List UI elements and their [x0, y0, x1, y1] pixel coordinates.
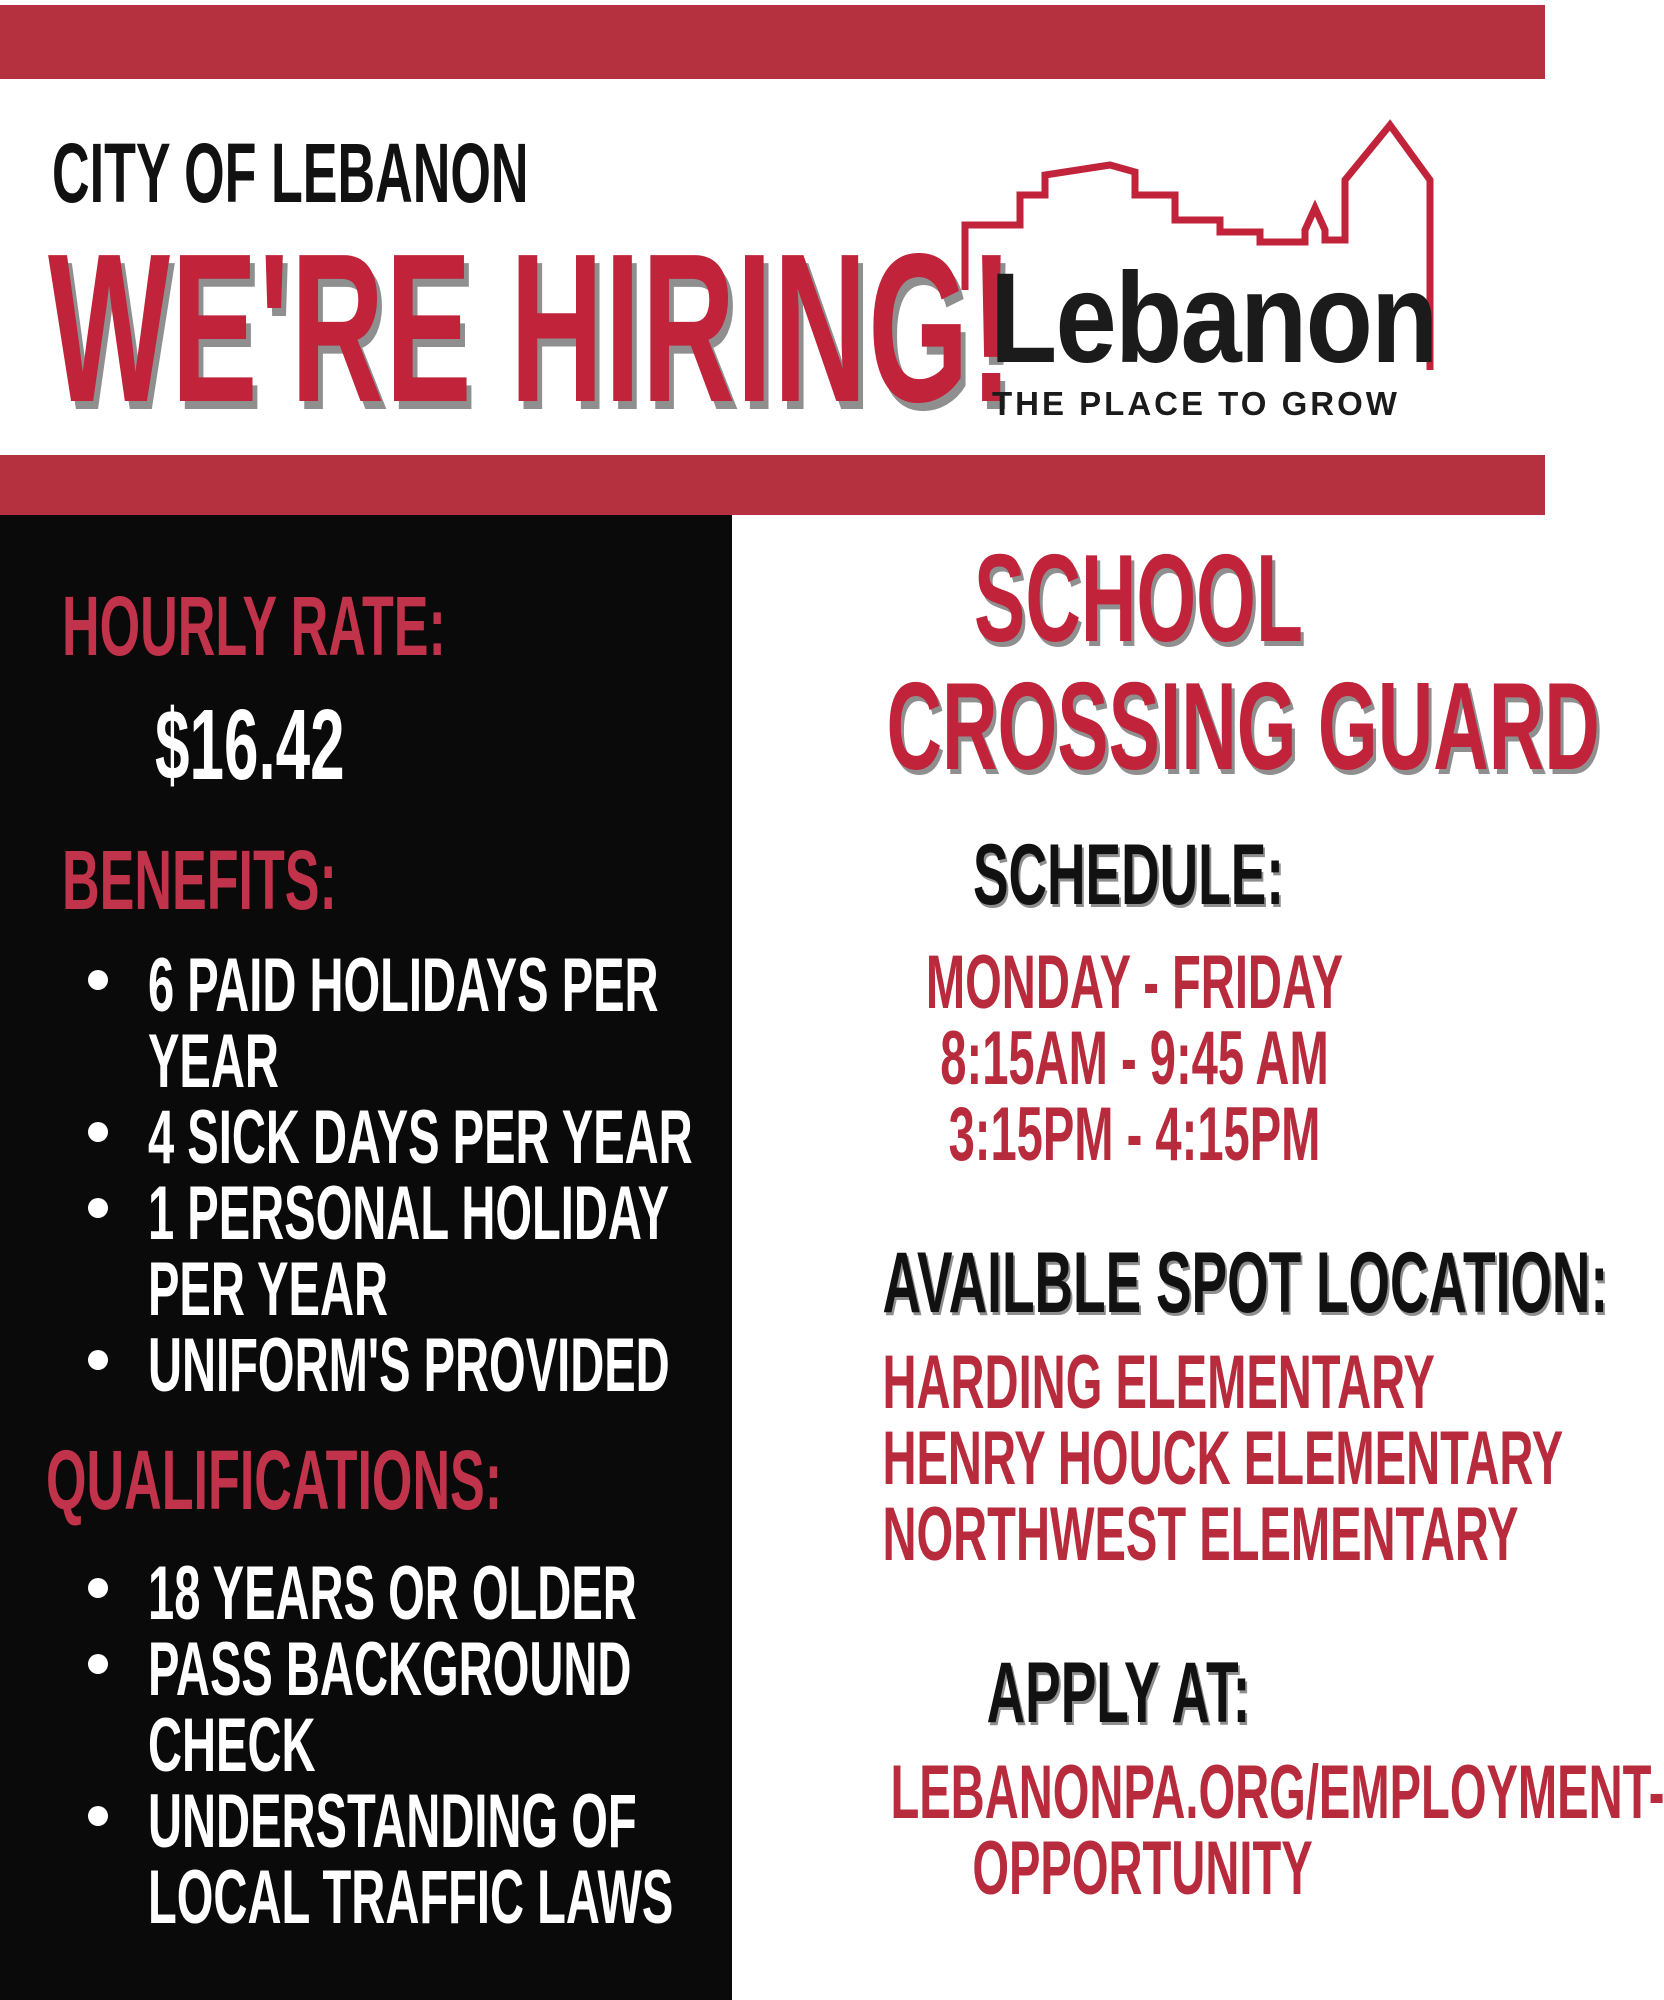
hiring-headline: WE'RE HIRING!	[48, 209, 1015, 446]
schedule-heading	[722, 827, 1535, 923]
benefit-item-continued: YEAR	[148, 1019, 279, 1104]
qualifications-label: QUALIFICATIONS:	[46, 1433, 503, 1527]
job-title	[732, 530, 1600, 796]
apply-url-line[interactable]: LEBANONPA.ORG/EMPLOYMENT-	[890, 1750, 1664, 1835]
top-red-band	[0, 5, 1545, 79]
apply-heading	[712, 1645, 1525, 1741]
apply-link[interactable]	[736, 1750, 1664, 1911]
benefit-item: 4 SICK DAYS PER YEAR	[148, 1095, 693, 1180]
job-title-line: SCHOOL	[974, 530, 1303, 668]
schedule-label: SCHEDULE:	[972, 827, 1285, 923]
bullet-icon	[88, 970, 108, 990]
benefit-item: 1 PERSONAL HOLIDAY	[148, 1171, 670, 1256]
schedule-line: MONDAY - FRIDAY	[925, 940, 1344, 1025]
schedule-line: 3:15PM - 4:15PM	[948, 1092, 1321, 1177]
location-line: NORTHWEST ELEMENTARY	[882, 1492, 1519, 1577]
location-line: HENRY HOUCK ELEMENTARY	[882, 1416, 1564, 1501]
bullet-icon	[88, 1806, 108, 1826]
locations-list	[728, 1340, 1564, 1577]
job-title-line: CROSSING GUARD	[886, 658, 1600, 796]
qualification-item-continued: LOCAL TRAFFIC LAWS	[148, 1855, 674, 1940]
logo-wordmark: Lebanon	[990, 247, 1437, 390]
hourly-rate-label: HOURLY RATE:	[62, 579, 446, 673]
bullet-icon	[88, 1654, 108, 1674]
benefit-item: UNIFORM'S PROVIDED	[148, 1323, 670, 1408]
benefit-item: 6 PAID HOLIDAYS PER	[148, 943, 659, 1028]
logo-tagline: THE PLACE TO GROW	[992, 385, 1400, 422]
schedule-times	[728, 940, 1541, 1177]
schedule-line: 8:15AM - 9:45 AM	[940, 1016, 1329, 1101]
benefit-item-continued: PER YEAR	[148, 1247, 389, 1332]
location-line: HARDING ELEMENTARY	[882, 1340, 1435, 1425]
bullet-icon	[88, 1122, 108, 1142]
benefits-label: BENEFITS:	[62, 833, 337, 927]
bullet-icon	[88, 1350, 108, 1370]
qualification-item-continued: CHECK	[148, 1703, 316, 1788]
city-title: CITY OF LEBANON	[52, 126, 529, 220]
bullet-icon	[88, 1198, 108, 1218]
locations-label: AVAILBLE SPOT LOCATION:	[882, 1235, 1609, 1331]
qualification-item: 18 YEARS OR OLDER	[148, 1551, 637, 1636]
qualification-item: PASS BACKGROUND	[148, 1627, 632, 1712]
qualification-item: UNDERSTANDING OF	[148, 1779, 637, 1864]
apply-label: APPLY AT:	[986, 1645, 1251, 1741]
mid-red-band	[0, 455, 1545, 515]
locations-heading	[728, 1235, 1609, 1331]
apply-url-line[interactable]: OPPORTUNITY	[972, 1826, 1313, 1911]
bullet-icon	[88, 1578, 108, 1598]
hourly-rate-value: $16.42	[155, 689, 345, 801]
